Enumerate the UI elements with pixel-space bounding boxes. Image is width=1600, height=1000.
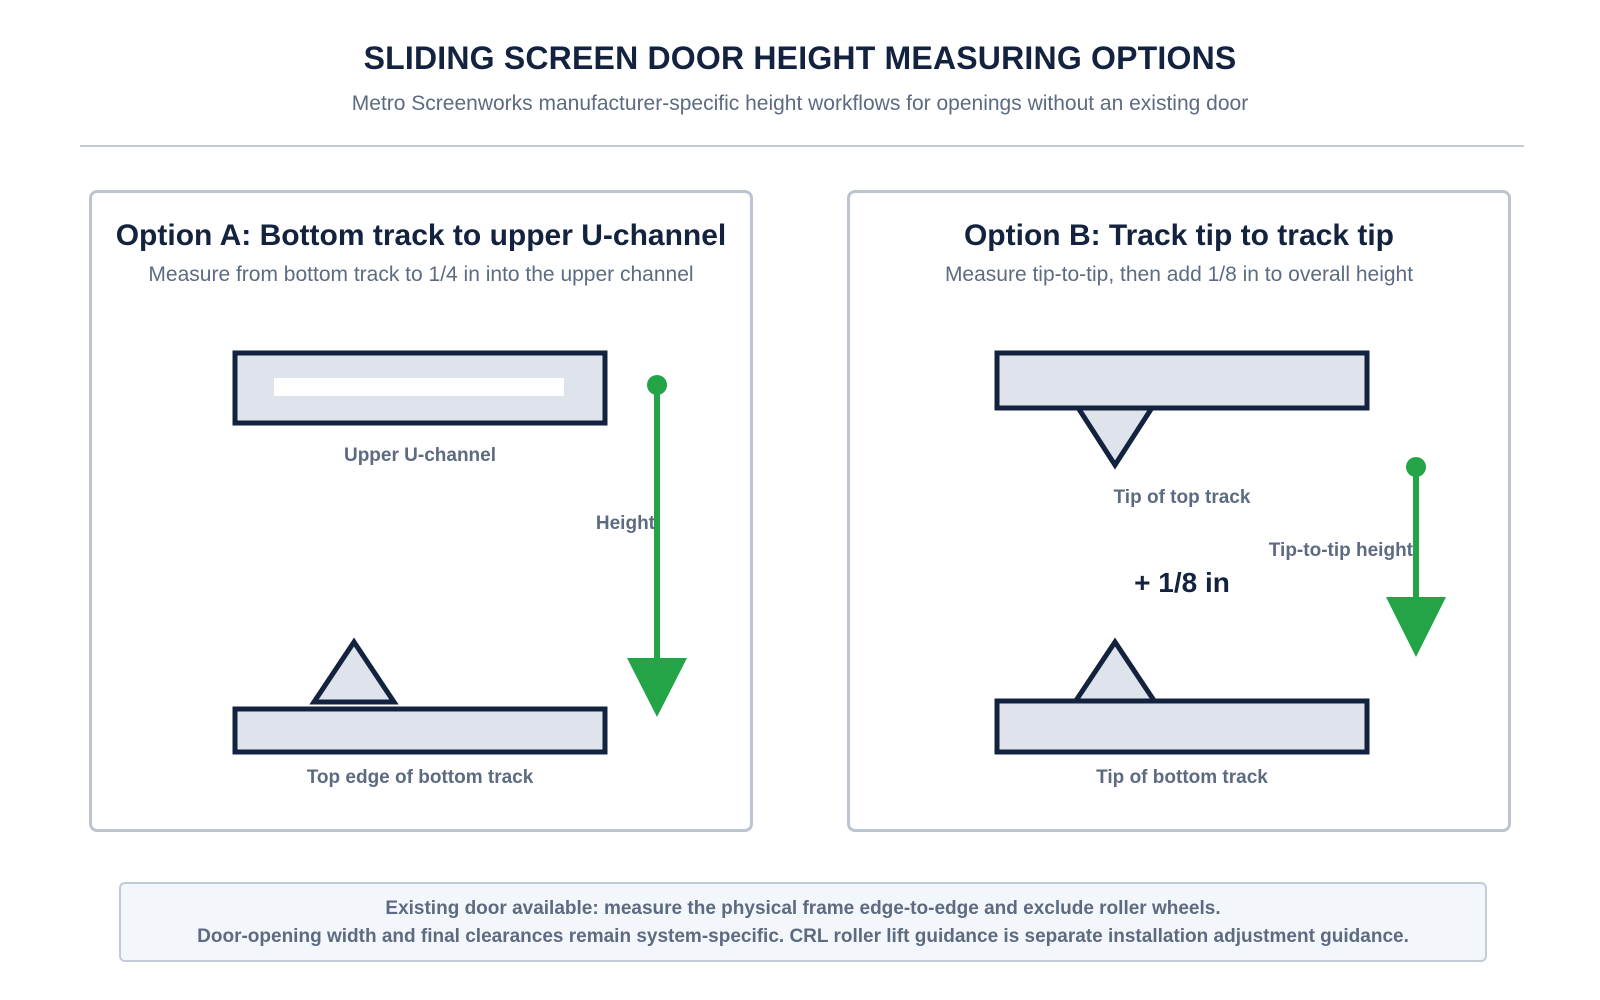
upper-u-channel-label: Upper U-channel (343, 445, 497, 466)
option-a-diagram (92, 193, 750, 829)
bottom-track-tip-label: Tip of bottom track (1096, 767, 1268, 788)
height-addition-label: + 1/8 in (1134, 567, 1230, 598)
bottom-track (997, 642, 1367, 752)
tip-to-tip-arrow-label: Tip-to-tip height (1268, 540, 1413, 561)
option-b-diagram (850, 193, 1508, 829)
page-title: SLIDING SCREEN DOOR HEIGHT MEASURING OPTIONS (363, 40, 1237, 76)
option-b-panel (847, 190, 1511, 832)
option-a-panel (89, 190, 753, 832)
footer-note (119, 882, 1487, 962)
bottom-track (235, 642, 605, 752)
height-arrow-label: Height (595, 513, 655, 534)
option-b-subtitle: Measure tip-to-tip, then add 1/8 in to overall height (944, 263, 1414, 286)
page-subtitle: Metro Screenworks manufacturer-specific height workflows for openings without an existing door (351, 92, 1249, 115)
option-a-subtitle: Measure from bottom track to 1/4 in into the upper channel (148, 263, 694, 286)
top-track (997, 353, 1367, 465)
option-b-title: Option B: Track tip to track tip (963, 219, 1395, 252)
top-track-tip-label: Tip of top track (1113, 487, 1251, 508)
upper-u-channel (235, 353, 605, 423)
bottom-track-label: Top edge of bottom track (306, 767, 534, 788)
option-a-title: Option A: Bottom track to upper U-channel (115, 219, 727, 252)
footer-note-line-1: Existing door available: measure the physical frame edge-to-edge and exclude roller wheels. (385, 898, 1221, 919)
height-arrow (627, 375, 687, 717)
footer-note-line-2: Door-opening width and final clearances remain system-specific. CRL roller lift guidance is separate installation adjustment guidance. (197, 926, 1409, 947)
header-divider (80, 145, 1524, 147)
